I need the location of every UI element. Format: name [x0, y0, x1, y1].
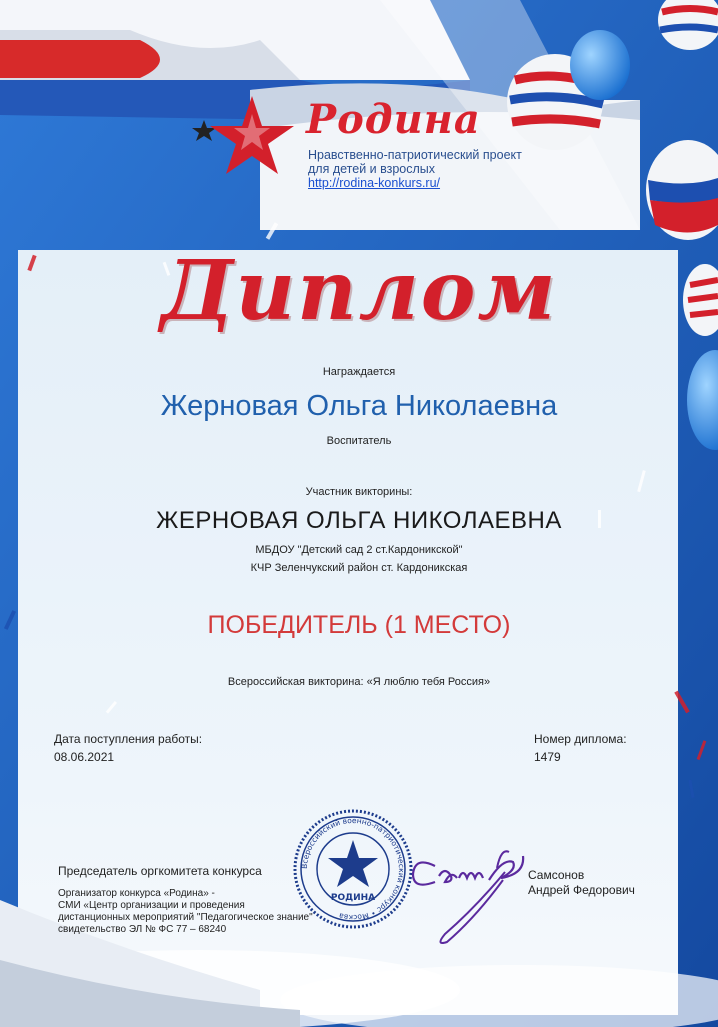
chair-label: Председатель оргкомитета конкурса	[58, 864, 262, 878]
organization-line: МБДОУ "Детский сад 2 ст.Кардоникской"	[255, 544, 463, 556]
organizer-note-line: свидетельство ЭЛ № ФС 77 – 68240	[58, 924, 227, 935]
signer-surname: Самсонов	[528, 868, 585, 882]
project-tagline-line2: для детей и взрослых	[308, 162, 436, 176]
brand-name: Родина	[306, 96, 481, 143]
diploma-title: Диплом	[160, 243, 558, 339]
participant-label: Участник викторины:	[305, 486, 413, 498]
awardee-name: Жерновая Ольга Николаевна	[160, 390, 558, 422]
project-tagline-line1: Нравственно-патриотический проект	[308, 148, 522, 162]
signature-icon	[405, 838, 545, 950]
official-seal-icon	[292, 808, 414, 930]
signer-given-names: Андрей Федорович	[528, 883, 635, 897]
received-date-label: Дата поступления работы:	[54, 732, 203, 746]
result-place: ПОБЕДИТЕЛЬ (1 МЕСТО)	[207, 611, 511, 639]
awarded-label: Награждается	[322, 366, 396, 378]
awardee-role: Воспитатель	[326, 435, 392, 447]
organizer-note-line: дистанционных мероприятий "Педагогическое знание"	[58, 912, 313, 923]
seal-ring-text: Всероссийский военно-патриотический конкурс • Москва	[299, 815, 407, 923]
diploma-number-value: 1479	[534, 750, 561, 764]
received-date-value: 08.06.2021	[54, 750, 115, 764]
organizer-note	[58, 888, 328, 936]
project-url-link[interactable]: http://rodina-konkurs.ru/	[308, 176, 441, 190]
participant-name: ЖЕРНОВАЯ ОЛЬГА НИКОЛАЕВНА	[156, 507, 562, 534]
location-line: КЧР Зеленчукский район ст. Кардоникская	[250, 562, 468, 574]
organizer-note-line: СМИ «Центр организации и проведения	[58, 900, 245, 911]
signer-name	[528, 868, 635, 898]
seal-center-text: РОДИНА	[330, 893, 376, 903]
organizer-note-line: Организатор конкурса «Родина» -	[58, 888, 215, 899]
quiz-name: Всероссийская викторина: «Я люблю тебя Россия»	[227, 676, 491, 688]
star-logo-icon	[190, 94, 300, 184]
diploma-number-label: Номер диплома:	[534, 732, 627, 746]
